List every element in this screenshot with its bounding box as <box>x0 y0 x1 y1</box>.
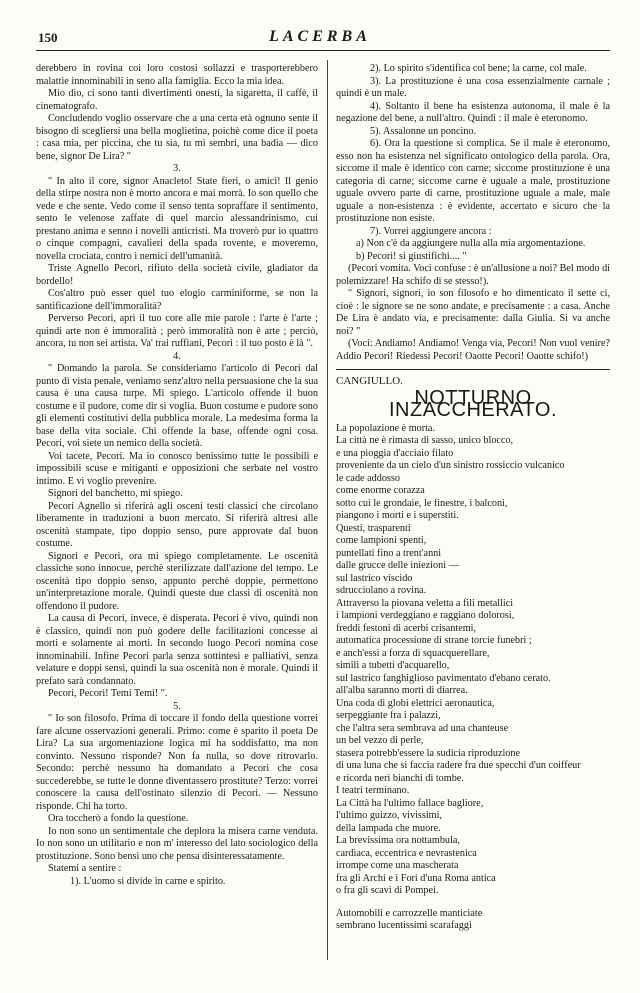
paragraph: " Signori, signori, io son filosofo e ho dimenticato il sette ci, cioè : le signore se ne sono andate, e precisamente : a casa. Anche De Lira è andato via, e precisamente: dalla Giulia. Si va anche noi? " <box>336 288 610 337</box>
poem-line: Una coda di globi elettrici aeronautica, <box>336 697 495 709</box>
paragraph: 3). La prostituzione è una cosa essenzialmente carnale ; quindi è un male. <box>336 75 610 99</box>
running-title: LACERBA <box>269 28 371 45</box>
poem-line: che l'altra sera sembrava ad una chanteuse <box>336 722 509 734</box>
poem-line: La brevissima ora nottambula, <box>336 835 460 846</box>
paragraph: Cos'altro può esser quel tuo elogio carminiforme, se non la santificazione dell'immoralità? <box>36 288 318 312</box>
section-rule <box>336 369 610 370</box>
poem-line: freddi festoni di acerbi crisantemi, <box>336 622 477 634</box>
paragraph: " Domando la parola. Se consideriamo l'articolo di Pecori dal punto di vista penale, veniamo senz'altro nella persuasione che la sua causa è una causa turpe. Mi spiego. L'articolo offende il buon costume e il pudore, come dir si voglia. Buon costume e pudore sono gli elementi costitutivi della pubblica morale. La medesima forma la base della vita sociale. Chi offende la base, offende ogni cosa. Pecori, voi siete un nemico della società. <box>36 363 318 449</box>
paragraph: 2). Lo spirito s'identifica col bene; la carne, col male. <box>370 63 587 74</box>
paragraph: Io non sono un sentimentale che deplora la misera carne venduta. Io non sono un utilitario e non m' interesso del lato sociologico della prostituzione. Sono bensì uno che pensa disinteressatamente. <box>36 825 318 862</box>
paragraph: 1). L'uomo si divide in carne e spirito. <box>70 875 226 887</box>
paragraph: Triste Agnello Pecori, rifiuto della società civile, gladiator da bordello! <box>36 263 318 287</box>
poem-line: La Città ha l'ultimo fallace bagliore, <box>336 797 484 809</box>
poem-line: sul lastrico viscido <box>336 572 413 584</box>
section-number: 3. <box>173 163 181 174</box>
paragraph: 6). Ora la questione si complica. Se il male è eteronomo, esso non ha esistenza nel significato ontologico della parola. Ora, siccome il male è identico con carne; siccome prostituzione è una categoria di carne; siccome carne è uguale a male, prostituzione uguale ovvero parte di carne, prostituzione uguale a male, male uguale a non-esistenza : è evidente, accertato e sicuro che la prostituzione non esiste. <box>336 138 610 224</box>
paragraph: Signori del banchetto, mi spiego. <box>48 488 183 499</box>
paragraph: Voi tacete, Pecori. Ma io conosco benissimo tutte le possibili e impossibili scuse e mitiganti e opposizioni che serbate nel vostro intimo. E vi voglio prevenire. <box>36 450 318 487</box>
paragraph: Concludendo voglio osservare che a una certa età ognuno sente il bisogno di scegliersi una bella moglietina, poichè come dice il poeta : casa mia, per piccina, che tu sia, tu mi sembri, una badia — dico bene, signor De Lira? " <box>36 113 318 162</box>
paragraph: Perverso Pecori, apri il tuo core alle mie parole : l'arte è l'arte ; quindi arte non è immoralità ; però immoralità non è arte ; perciò, ancora, tu non sei artista. Va' trai ruffiani, Pecori : il tuo posto è là ". <box>36 313 318 349</box>
poem-line: La popolazione è morta. <box>336 422 436 434</box>
poem-stanza <box>336 423 610 898</box>
header-rule <box>36 50 610 51</box>
column-divider <box>327 60 328 960</box>
poem-body <box>336 423 610 933</box>
poem-line: le cade addosso <box>336 472 400 484</box>
poem-line: sembrano lucentissimi scarafaggi <box>336 920 472 931</box>
paragraph: Ora toccherò a fondo la questione. <box>48 813 189 824</box>
poem-line: all'alba saranno morti di diarrea. <box>336 685 468 696</box>
paragraph: b) Pecori! si giustifichi.... " <box>356 250 467 262</box>
paragraph: Pecori Agnello si riferirà agli osceni testi classici che circolano liberamente in traduzioni a buon mercato. Si riferirà altresì alle oscenità stampate, tipo doppio senso, pure approvate dal buon costume. <box>36 500 318 549</box>
poem-line: i lampioni verdeggiano e raggiano dolorosi, <box>336 610 515 621</box>
right-column-text <box>336 63 610 363</box>
poem-line: cardiaca, eccentrica e nevrastenica <box>336 847 477 859</box>
poem-line: automatica processione di strane torcie funebri ; <box>336 635 532 646</box>
poem-line: La città ne è rimasta di sasso, unico blocco, <box>336 435 514 446</box>
poem-line: serpeggiante fra i palazzi, <box>336 710 441 721</box>
poem-line: irrompe come una mascherata <box>336 860 459 871</box>
poem-line: I teatri terminano. <box>336 785 410 796</box>
poem-line: proveniente da un cielo d'un sinistro rossiccio vulcanico <box>336 460 565 471</box>
page-number: 150 <box>38 30 58 45</box>
stanza-gap <box>336 898 610 908</box>
poem-line: come lampioni spenti, <box>336 535 427 546</box>
poem-line: puntellati fino a trent'anni <box>336 547 442 559</box>
poem-stanza <box>336 908 610 933</box>
poem-line: e una pioggia d'acciaio filato <box>336 447 454 459</box>
poem-line: e anch'essi a forza di squacquerellare, <box>336 647 490 659</box>
right-column <box>336 63 610 933</box>
paragraph: 7). Vorrei aggiungere ancora : <box>370 225 492 237</box>
poem-line: piangono i morti e i superstiti. <box>336 510 459 521</box>
paragraph: 4). Soltanto il bene ha esistenza autonoma, il male è la negazione del bene, a null'altro. Quindi : il male è eteronomo. <box>336 100 610 124</box>
poem-line: sotto cui le grondaie, le finestre, i balconi, <box>336 497 508 509</box>
poem-line: Questi, trasparenti <box>336 522 411 534</box>
section-number: 5. <box>173 700 181 712</box>
paragraph: derebbero in rovina coi loro costosi sollazzi e trasporterebbero malattie innominabili in seno alla famiglia. Ecco la mia idea. <box>36 63 318 87</box>
paragraph: Signori e Pecori, ora mi spiego completamente. Le oscenità classiche sono innocue, perchè sterilizzate dall'azione del tempo. Le oscenità tipo doppio senso, appunto perchè doppie, permettono un'interpretazione morale. Quindi queste due classi di oscenità non offendono il pudore. <box>36 550 318 612</box>
paragraph: (Voci: Andiamo! Andiamo! Venga via, Pecori! Non vuol venire? Addio Pecori! Riedessi Pecori! Oaotte Pecori! Oaotte schifo!) <box>336 338 610 362</box>
paragraph: Statemi a sentire : <box>48 863 122 874</box>
left-column <box>36 63 318 888</box>
poem-line: sdrucciolano a rovina. <box>336 585 427 596</box>
poem-line: Automobili e carrozzelle manticiate <box>336 907 483 919</box>
poem-line: un bel vezzo di perle, <box>336 735 424 746</box>
poem-author: CANGIULLO. <box>336 375 403 387</box>
section-number: 4. <box>173 350 181 362</box>
paragraph: La causa di Pecori, invece, è disperata. Pecori è vivo, quindi non è classico, quindi non può godere delle facilitazioni concesse ai morti e solamente ai morti. In secondo luogo Pecori nomina cose innominabili. Infine Pecori parla senza sottintesi e palliativi, senza velature e doppi sensi, quindi la sua oscenità non è morale. Quindi il prefato sarà condannato. <box>36 613 318 687</box>
paragraph: 5). Assalonne un poncino. <box>370 125 477 137</box>
paragraph: " Io son filosofo. Prima di toccare il fondo della questione vorrei fare alcune osservazioni generali. Primo: come è sparito il poeta De Lira? La sua argomentazione logica mi ha soddisfatto, ma non convinto. Nessuno risponde? Non fa nulla, so dove ritrovarlo. Secondo: perchè nessuno ha domandato a Pecori che cosa succederebbe, se tutte le donne diventassero prostitute? Terzo: vorrei conoscere la causa dell'ostinato silenzio di Pecori. — Nessuno risponde. Chi ha torto. <box>36 713 318 812</box>
poem-title: NOTTURNO INZACCHERATO. <box>389 386 557 421</box>
poem-line: fra gli Archi e i Fori d'una Roma antica <box>336 872 496 884</box>
poem-line: sul lastrico fanghiglioso pavimentato d'ebano cerato. <box>336 672 551 684</box>
poem-line: l'ultimo guizzo, vivissimi, <box>336 810 442 821</box>
poem-line: dalle grucce delle iniezioni — <box>336 560 459 571</box>
paragraph: " In alto il core, signor Anacleto! State fieri, o amici! Il genio della stirpe nostra non è morto ancora e mai morrà. Io son quello che vede e che sente. Vedo come il senso tenta sopraffare il sentimento, sento le velenose zaffate di quel marcio alessandrinismo, cui prestano anima e senno i novelli anticristi. Ma troverò pur io quattro o cinque compagni, cavalieri della spada rovente, e moveremo, novella crociata, contro i nemici dell'umanità. <box>36 175 318 262</box>
poem-line: Attraverso la piovana veletta a fili metallici <box>336 597 514 609</box>
paragraph: Mio dio, ci sono tanti divertimenti onesti, la sigaretta, il caffè, il cinematografo. <box>36 88 318 112</box>
poem-line: della lampada che muore. <box>336 822 441 834</box>
paragraph: (Pecori vomita. Voci confuse : è un'allusione a noi? Bel modo di polemizzare! Ha schifo di se stesso!). <box>336 263 610 287</box>
poem-line: o fra gli scavi di Pompei. <box>336 885 439 896</box>
poem-line: e ricorda neri bianchi di tombe. <box>336 772 464 784</box>
poem-line: stasera potrebb'essere la sudicia riproduzione <box>336 747 521 759</box>
paragraph: Pecori, Pecori! Temi Temi! ". <box>48 688 168 699</box>
paragraph: a) Non c'è da aggiungere nulla alla mia argomentazione. <box>356 238 586 249</box>
poem-line: come enorme corazza <box>336 485 425 496</box>
poem-line: di una luna che si faccia radere fra due specchi d'un coiffeur <box>336 760 581 771</box>
poem-line: simili a tubetti d'acquarello, <box>336 660 450 671</box>
